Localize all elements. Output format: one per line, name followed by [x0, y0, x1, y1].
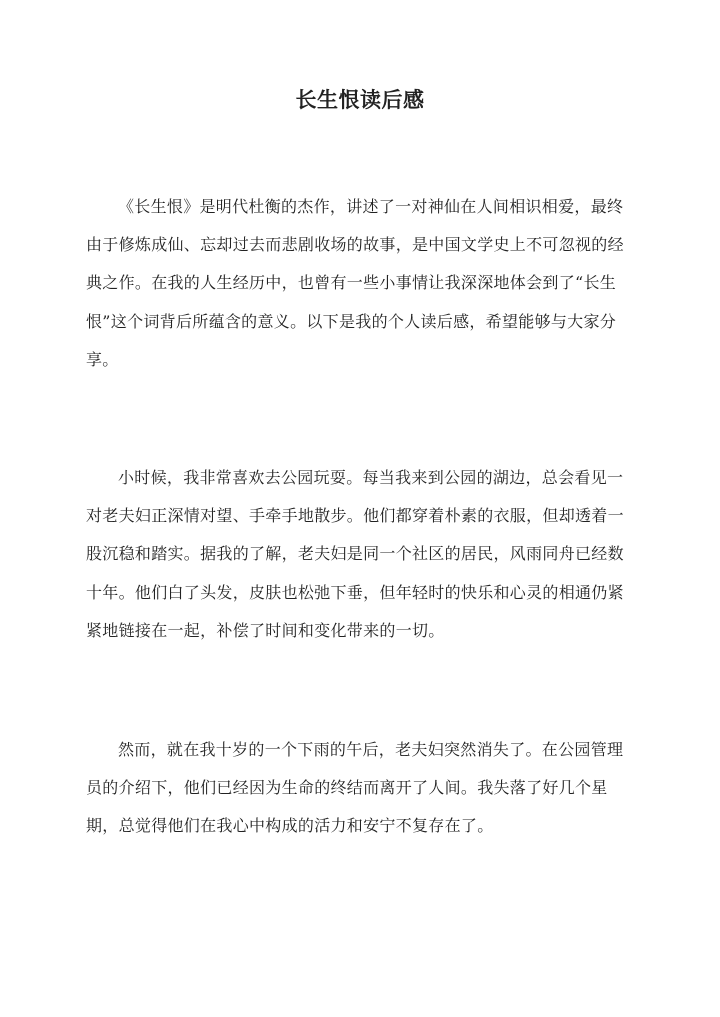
- paragraph-intro: 《长生恨》是明代杜衡的杰作，讲述了一对神仙在人间相识相爱，最终由于修炼成仙、忘却过去而悲剧收场的故事，是中国文学史上不可忽视的经典之作。在我的人生经历中，也曾有一些小事情让我深深地体会到了“长生恨”这个词背后所蕴含的意义。以下是我的个人读后感，希望能够与大家分享。: [86, 197, 624, 369]
- paragraph-childhood: 小时候，我非常喜欢去公园玩耍。每当我来到公园的湖边，总会看见一对老夫妇正深情对望、手牵手地散步。他们都穿着朴素的衣服，但却透着一股沉稳和踏实。据我的了解，老夫妇是同一个社区的居民，风雨同舟已经数十年。他们白了头发，皮肤也松弛下垂，但年轻时的快乐和心灵的相通仍紧紧地链接在一起，补偿了时间和变化带来的一切。: [86, 468, 624, 640]
- document-title: 长生恨读后感: [295, 87, 425, 112]
- paragraph-loss: 然而，就在我十岁的一个下雨的午后，老夫妇突然消失了。在公园管理员的介绍下，他们已经因为生命的终结而离开了人间。我失落了好几个星期，总觉得他们在我心中构成的活力和安宁不复存在了。: [86, 740, 624, 836]
